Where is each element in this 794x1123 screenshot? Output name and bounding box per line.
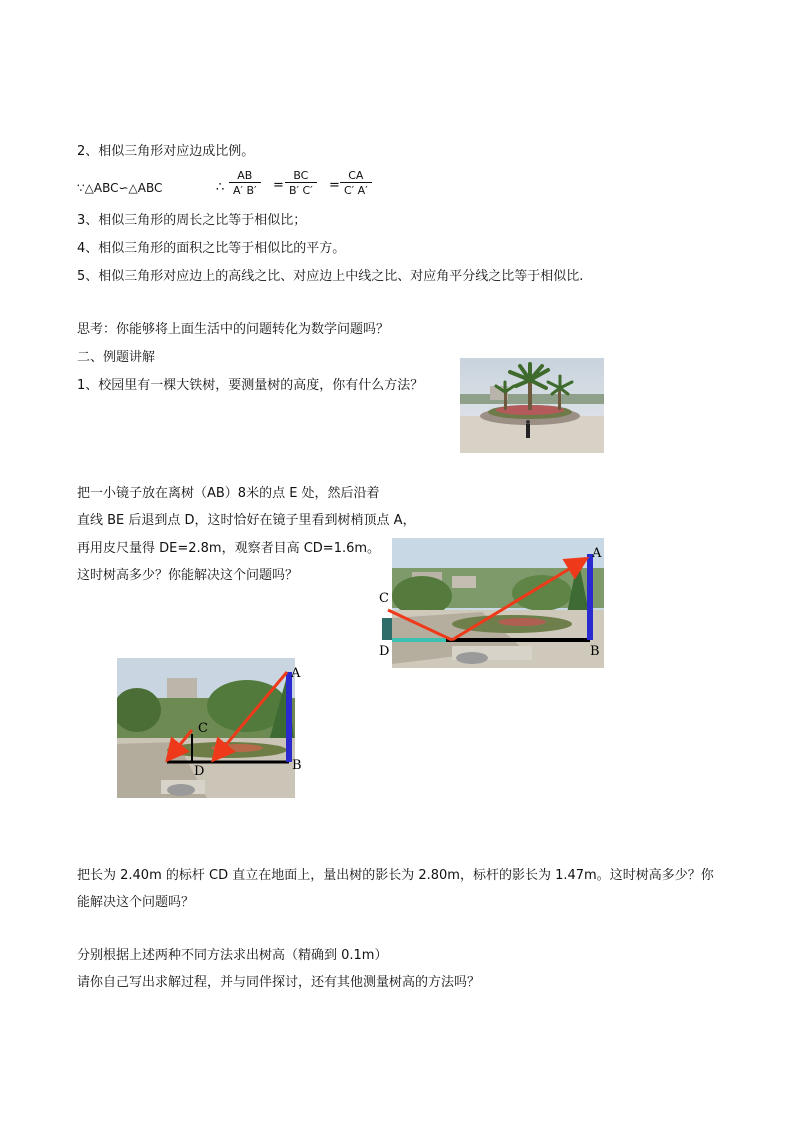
fraction-numerator: BC — [293, 169, 309, 182]
because-statement: ∵△ABC∽△ABC — [77, 181, 163, 195]
fraction-denominator: B′ C′ — [285, 182, 317, 197]
mirror-text-4: 这时树高多少？你能解决这个问题吗？ — [77, 568, 299, 583]
label-b: B — [292, 758, 302, 773]
label-d: D — [379, 644, 390, 659]
fraction-bc — [285, 169, 317, 197]
equals-sign: = — [273, 178, 284, 193]
shadow-text-1: 把长为 2.40m 的标杆 CD 直立在地面上，量出树的影长为 2.80m，标杆的影长为 1.47m。这时树高多少？你 — [77, 868, 714, 883]
property-3: 3、相似三角形的周长之比等于相似比； — [77, 213, 307, 228]
property-2: 2、相似三角形对应边成比例。 — [77, 144, 255, 159]
equals-sign: = — [329, 178, 340, 193]
fraction-denominator: A′ B′ — [229, 182, 261, 197]
think-question: 思考：你能够将上面生活中的问题转化为数学问题吗？ — [77, 322, 390, 337]
therefore-symbol: ∴ — [216, 180, 225, 195]
label-b: B — [590, 644, 600, 659]
sun-ray-pole — [169, 730, 192, 758]
label-a: A — [291, 666, 301, 681]
label-d: D — [194, 764, 205, 779]
fraction-ab — [229, 169, 261, 197]
label-a: A — [592, 546, 602, 561]
property-5: 5、相似三角形对应边上的高线之比、对应边上中线之比、对应角平分线之比等于相似比. — [77, 269, 584, 284]
label-c: C — [198, 721, 208, 736]
fraction-numerator: CA — [348, 169, 364, 182]
fraction-denominator: C′ A′ — [340, 182, 372, 197]
sun-ray-tree — [215, 672, 287, 758]
fraction-numerator: AB — [237, 169, 253, 182]
section-heading: 二、例题讲解 — [77, 350, 156, 365]
example-1: 1、校园里有一棵大铁树，要测量树的高度，你有什么方法？ — [77, 378, 424, 393]
label-c: C — [379, 591, 389, 606]
observer-figure — [382, 618, 392, 640]
plaza-palm-photo — [460, 358, 604, 453]
mirror-overlay — [378, 538, 608, 670]
final-text-2: 请你自己写出求解过程，并与同伴探讨，还有其他测量树高的方法吗？ — [77, 975, 481, 990]
property-4: 4、相似三角形的面积之比等于相似比的平方。 — [77, 241, 346, 256]
incident-ray — [452, 560, 584, 640]
mirror-text-1: 把一小镜子放在离树（AB）8米的点 E 处，然后沿着 — [77, 486, 380, 501]
final-text-1: 分别根据上述两种不同方法求出树高（精确到 0.1m） — [77, 948, 388, 963]
mirror-text-2: 直线 BE 后退到点 D，这时恰好在镜子里看到树梢顶点 A， — [77, 513, 416, 528]
reflected-ray — [388, 610, 452, 640]
shadow-text-2: 能解决这个问题吗？ — [77, 895, 195, 910]
fraction-ca — [340, 169, 372, 197]
mirror-text-3: 再用皮尺量得 DE=2.8m，观察者目高 CD=1.6m。 — [77, 541, 381, 556]
shadow-overlay — [117, 658, 299, 800]
